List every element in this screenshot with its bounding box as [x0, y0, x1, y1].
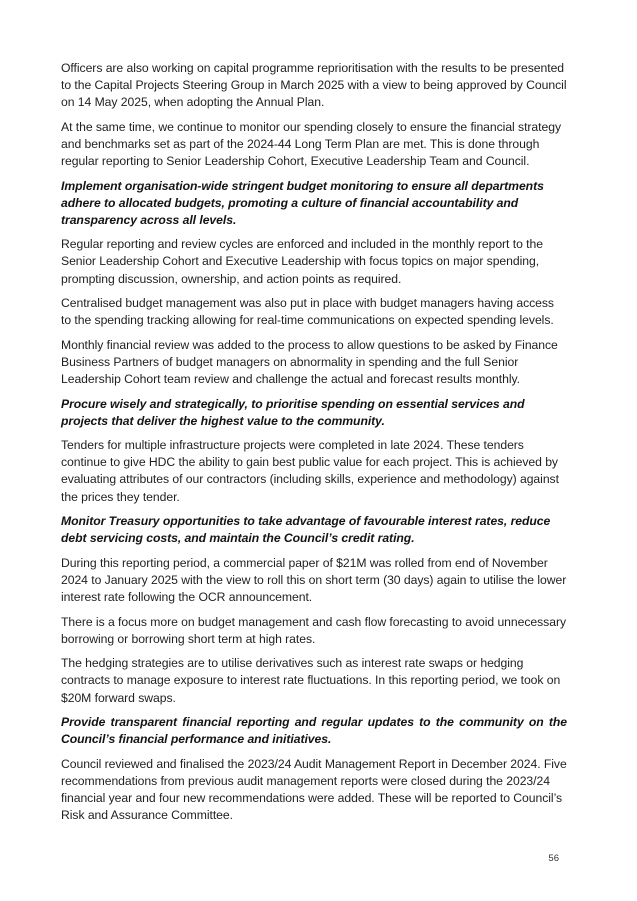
page-number: 56 — [548, 853, 559, 864]
heading-treasury: Monitor Treasury opportunities to take advantage of favourable interest rates, reduce debt servicing costs, and maintain the Council’s credit rating. — [61, 514, 551, 546]
paragraph-monthly-review: Monthly financial review was added to the process to allow questions to be asked by Finance Business Partners of budget managers on abnormality in spending and the full Senior Leadership Cohort team review and challenge the actual and forecast results monthly. — [61, 337, 558, 386]
paragraph-cash-flow: There is a focus more on budget management and cash flow forecasting to avoid unnecessary borrowing or borrowing short term at high rates. — [61, 614, 567, 646]
document-body — [61, 60, 567, 832]
paragraph-tenders: Tenders for multiple infrastructure projects were completed in late 2024. These tenders continue to give HDC the ability to gain best public value for each project. This is achieved by evaluating attributes of our contractors (including skills, experience and methodology) against the prices they tender. — [61, 438, 559, 504]
paragraph-centralised-budget: Centralised budget management was also put in place with budget managers having access to the spending tracking allowing for real-time communications on expected spending levels. — [61, 296, 554, 328]
heading-transparent-reporting: Provide transparent financial reporting and regular updates to the community on the Council’s financial performance and initiatives. — [61, 715, 567, 747]
paragraph-commercial-paper: During this reporting period, a commercial paper of $21M was rolled from end of November 2024 to January 2025 with the view to roll this on short term (30 days) again to utilise the lower interest rate following the OCR announcement. — [61, 555, 567, 605]
heading-budget-monitoring: Implement organisation-wide stringent budget monitoring to ensure all departments adhere to allocated budgets, promoting a culture of financial accountability and transparency across all levels. — [61, 178, 544, 227]
paragraph-regular-reporting: Regular reporting and review cycles are enforced and included in the monthly report to the Senior Leadership Cohort and Executive Leadership with focus topics on major spending, prompting discussion, ownership, and action points as required. — [61, 237, 543, 286]
paragraph-monitor-spending: At the same time, we continue to monitor our spending closely to ensure the financial strategy and benchmarks set as part of the 2024-44 Long Term Plan are met. This is done through regular reporting to Senior Leadership Cohort, Executive Leadership Team and Council. — [61, 119, 561, 168]
paragraph-hedging: The hedging strategies are to utilise derivatives such as interest rate swaps or hedging contracts to manage exposure to interest rate fluctuations. In this reporting period, we took on $20M forward swaps. — [61, 656, 561, 705]
paragraph-capital-reprioritisation: Officers are also working on capital programme reprioritisation with the results to be presented to the Capital Projects Steering Group in March 2025 with a view to being approved by Council on 14 May 2025, when adopting the Annual Plan. — [61, 61, 567, 110]
heading-procure-wisely: Procure wisely and strategically, to prioritise spending on essential services and projects that deliver the highest value to the community. — [61, 396, 525, 428]
paragraph-audit-report: Council reviewed and finalised the 2023/24 Audit Management Report in December 2024. Five recommendations from previous audit management reports were closed during the 2023/24 financial year and four new recommendations were added. These will be reported to Council’s Risk and Assurance Committee. — [61, 756, 567, 823]
